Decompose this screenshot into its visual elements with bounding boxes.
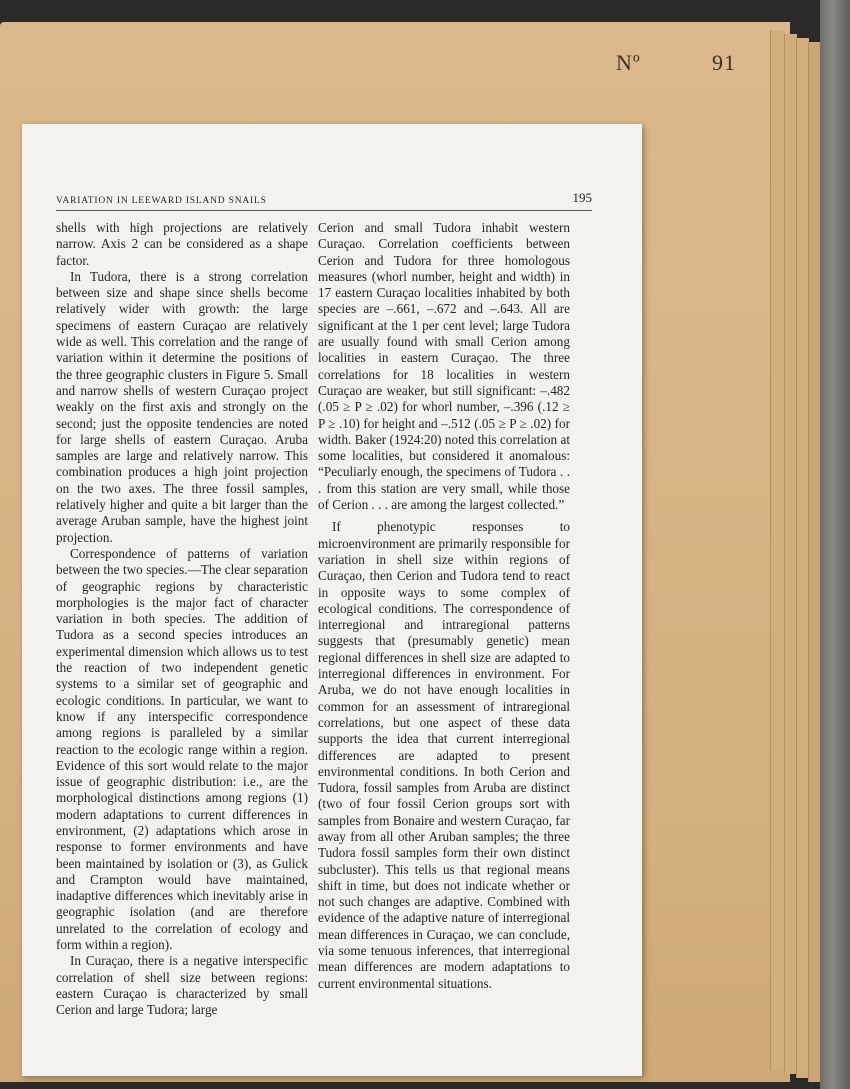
paragraph: If phenotypic responses to microenvironment are primarily responsible for variation in shell size within regions of Curaçao, then Cerion and Tudora tend to react in opposite ways to some complex of ecological conditions. The correspondence of interregional and intraregional patterns suggests that (presumably genetic) mean regional differences in shell size are adapted to interregional differences in environment. For Aruba, we do not have enough localities in common for an assessment of intraregional correlations, but one aspect of these data supports the idea that current interregional differences are adapted to present environmental conditions. In both Cerion and Tudora, fossil samples from Aruba are distinct (two of four fossil Cerion groups sort with samples from Bonaire and western Curaçao, far away from all other Aruban samples; the three Tudora fossil samples form their own distinct subcluster). This tells us that regional means shift in time, but does not indicate whether or not such changes are adaptive. Combined with evidence of the adaptive nature of interregional mean differences in Curaçao, we can conclude, via some tenuous inferences, that interregional mean differences are modern adaptations to current environmental situations.	[318, 519, 570, 991]
paragraph: In Curaçao, there is a negative interspecific correlation of shell size between regions: eastern Curaçao is characterized by small Cerion and large Tudora; large	[56, 953, 308, 1018]
paragraph: Correspondence of patterns of variation between the two species.—The clear separation of geographic regions by characteristic morphologies is the major fact of character variation in both species. The addition of Tudora as a second species introduces an experimental dimension which allows us to test the reaction of two independent genetic systems to a similar set of geographic and ecologic conditions. In particular, we want to know if any interspecific correspondence among regions is paralleled by a similar reaction to the ecologic range within a region. Evidence of this sort would relate to the major issue of geographic distribution: i.e., are the morphological distinctions among regions (1) modern adaptations to current differences in environment, (2) adaptations which arose in response to former environments and have been maintained by isolation or (3), as Gulick and Crampton would have maintained, inadaptive differences which inevitably arise in geographic isolation (and are therefore unrelated to the correlation of ecology and form within a region).	[56, 545, 308, 953]
folder-label-number: 91	[712, 50, 736, 75]
printed-page	[22, 124, 642, 1076]
running-head-title: VARIATION IN LEEWARD ISLAND SNAILS	[56, 196, 267, 206]
page-number: 195	[572, 190, 592, 205]
left-column	[56, 220, 308, 1019]
right-column	[318, 220, 570, 992]
paragraph: shells with high projections are relatively narrow. Axis 2 can be considered as a shape factor.	[56, 220, 308, 268]
background-strip	[820, 0, 850, 1089]
paragraph: In Tudora, there is a strong correlation between size and shape since shells become relatively wider with growth: the large specimens of eastern Curaçao are relatively wide as well. This correlation and the range of variation within it determine the positions of the three geographic clusters in Figure 5. Small and narrow shells of western Curaçao project weakly on the first axis and strongly on the second; just the opposite tendencies are noted for large shells of eastern Curaçao. Aruba samples are large and relatively narrow. This combination produces a high joint projection on the two axes. The three fossil samples, relatively higher and quite a bit larger than the average Aruban sample, have the highest joint projection.	[56, 268, 308, 545]
running-head	[56, 190, 592, 211]
paragraph: Cerion and small Tudora inhabit western Curaçao. Correlation coefficients between Cerion and Tudora for three homologous measures (whorl number, height and width) in 17 eastern Curaçao localities inhabited by both species are –.661, –.672 and –.643. All are significant at the 1 per cent level; large Tudora are usually found with small Cerion among localities in eastern Curaçao. The three correlations for 18 localities in western Curaçao are weaker, but still significant: –.482 (.05 ≥ P ≥ .02) for whorl number, –.396 (.12 ≥ P ≥ .10) for height and –.512 (.05 ≥ P ≥ .02) for width. Baker (1924:20) noted this correlation at some localities, but considered it anomalous: “Peculiarly enough, the specimens of Tudora . . . from this station are very small, while those of Cerion . . . are among the largest collected.”	[318, 220, 570, 513]
folder-page-edge	[770, 30, 785, 1070]
folder-label-no: Nº	[616, 50, 641, 75]
